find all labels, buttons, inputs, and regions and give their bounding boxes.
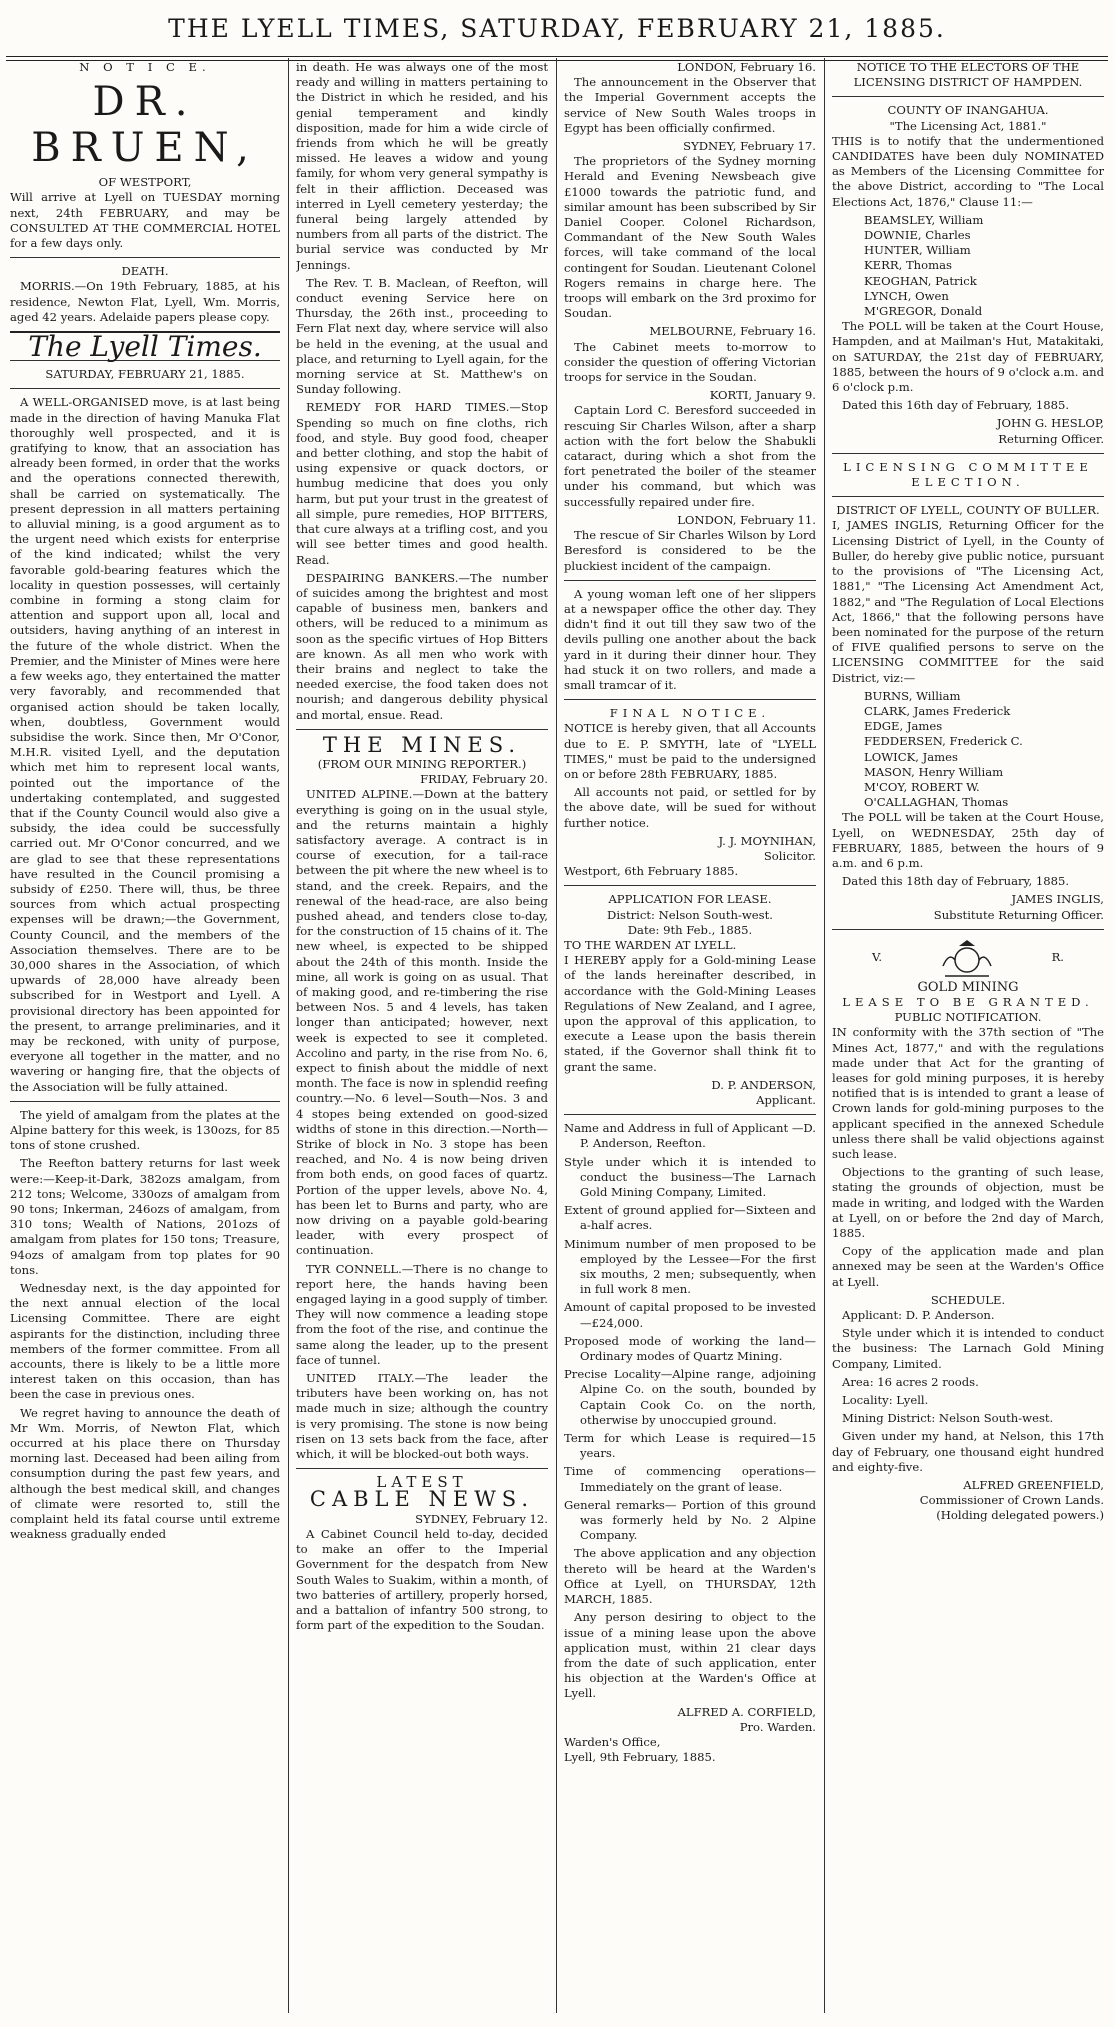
lease-item: Extent of ground applied for—Sixteen and a-half acres. (564, 1203, 816, 1233)
obituary-continued: in death. He was always one of the most ready and willing in matters pertaining to the District in which he resided, and his genial temperament and kindly disposition, made for him a wide circle of friends from which he will be greatly missed. He leaves a widow and young family, for whom very general sympathy is felt in their affliction. Deceased was interred in Lyell cemetery yesterday; the funeral being largely attended by numbers from all parts of the district. The burial service was conducted by Mr Jennings. (296, 60, 548, 272)
divider (296, 1468, 548, 1469)
candidate-name: KERR, Thomas (864, 258, 952, 273)
column-3 (564, 60, 816, 2015)
melbourne-date: MELBOURNE, February 16. (649, 324, 816, 339)
candidate-name: DOWNIE, Charles (864, 228, 971, 243)
london-date-16: LONDON, February 16. (677, 60, 816, 74)
holding-powers: (Holding delegated powers.) (936, 1508, 1104, 1523)
royal-arms-row (832, 936, 1104, 980)
column-2 (296, 60, 548, 2015)
united-italy-report: UNITED ITALY.—The leader the tributers have been working on, has not made much in size; although the country is very promising. The stone is now being risen on 13 sets back from the face, after which, it will be blocked-out both ways. (296, 1371, 548, 1462)
schedule-area: Area: 16 acres 2 roods. (842, 1374, 979, 1389)
masthead: THE LYELL TIMES, SATURDAY, FEBRUARY 21, 1885. (168, 14, 946, 43)
lease-item: Name and Address in full of Applicant —D. P. Anderson, Reefton. (564, 1121, 816, 1151)
candidates-notice: THIS is to notify that the undermentioned CANDIDATES have been duly NOMINATED as Members of the Licensing Committee for the above District, according to "The Local Elections Act, 1876," Clause 11:— (832, 133, 1104, 209)
wardens-office: Warden's Office, (564, 1734, 661, 1749)
poll-hampden: The POLL will be taken at the Court House, Hampden, and at Mailman's Hut, Matakitaki, on SATURDAY, the 21st day of FEBRUARY, 1885, between the hours of 9 o'clock a.m. and 6 o'clock p.m. (832, 319, 1104, 395)
candidate-name: LOWICK, James (864, 749, 958, 764)
candidate-name: EDGE, James (864, 719, 943, 734)
candidate-name: MASON, Henry William (864, 764, 1004, 779)
lease-item: Amount of capital proposed to be invested—£24,000. (564, 1300, 816, 1330)
london-date-11: LONDON, February 11. (677, 512, 816, 527)
candidate-name: CLARK, James Frederick (864, 703, 1011, 718)
pro-warden-title: Pro. Warden. (739, 1719, 816, 1734)
westport-date: Westport, 6th February 1885. (564, 864, 739, 879)
lease-district: District: Nelson South-west. (607, 907, 773, 922)
divider (564, 1114, 816, 1115)
final-notice-text: NOTICE is hereby given, that all Accounts due to E. P. SMYTH, late of "LYELL TIMES," must be paid to the undersigned on or before 28th FEBRUARY, 1885. (564, 721, 816, 781)
korti-date: KORTI, January 9. (709, 388, 816, 403)
public-notification: PUBLIC NOTIFICATION. (894, 1010, 1042, 1025)
london-paragraph: The rescue of Sir Charles Wilson by Lord Beresford is considered to be the pluckiest incident of the campaign. (564, 528, 816, 573)
cabinet-paragraph: A Cabinet Council held to-day, decided to make an offer to the Imperial Government for the despatch from New South Wales to Suakim, within a month, of two batteries of artillery, properly horsed, and a battalion of infantry 500 strong, to form part of the expedition to the Soudan. (296, 1526, 548, 1633)
maclean-paragraph: The Rev. T. B. Maclean, of Reefton, will conduct evening Service here on Thursday, the 26th inst., proceeding to Fern Flat next day, where service will also be held in the evening, at the usual and place, and returning to Lyell again, for the morning service at St. Matthew's on Sunday following. (296, 275, 548, 397)
lease-item: Term for which Lease is required—15 years. (564, 1431, 816, 1461)
objection-paragraph: The above application and any objection thereto will be heard at the Warden's Office at Lyell, on THURSDAY, 12th MARCH, 1885. (564, 1546, 816, 1607)
given-under-hand: Given under my hand, at Nelson, this 17th day of February, one thousand eight hundred and eighty-five. (832, 1429, 1104, 1474)
objections-text: Objections to the granting of such lease, stating the grounds of objection, must be made in writing, and lodged with the Warden at Lyell, on or before the 2nd day of March, 1885. (832, 1165, 1104, 1241)
v-letter: V. (872, 950, 883, 965)
to-warden: TO THE WARDEN AT LYELL. (564, 937, 737, 952)
divider (10, 1101, 280, 1102)
masthead-rule (6, 56, 1108, 57)
paper-title: The Lyell Times. (28, 330, 262, 364)
column-rule (288, 58, 289, 2013)
bankers-advert: DESPAIRING BANKERS.—The number of suicides among the brightest and most capable of business men, bankers and others, will be reduced to a minimum as soon as the specific virtues of Hop Bitters are known. As all men who work with their brains and neglect to take the needed exercise, the food taken does not nourish; and dangerous debility physical and mortal, ensue. Read. (296, 570, 548, 722)
mining-reporter: (FROM OUR MINING REPORTER.) (317, 756, 527, 771)
district-lyell-heading: DISTRICT OF LYELL, COUNTY OF BULLER. (836, 503, 1100, 518)
divider (832, 929, 1104, 930)
divider (564, 699, 816, 700)
substitute-officer-title: Substitute Returning Officer. (933, 907, 1104, 922)
divider (832, 96, 1104, 97)
united-alpine-report: UNITED ALPINE.—Down at the battery everything is going on in the usual style, and the returns maintain a highly satisfactory average. A contract is in course of execution, for a tail-race between the pit where the new wheel is to stand, and the creek. Repairs, and the renewal of the head-race, are also being pushed ahead, and tenders close to-day, for the construction of 15 chains of it. The new wheel, is expected to be shipped about the 24th of this month. Inside the mine, all work is going on as usual. That of making good, and re-timbering the rise between Nos. 5 and 4 levels, has taken longer than anticipated; however, next week is expected to see it completed. Accolino and party, in the rise from No. 6, expect to finish about the middle of next month. The face is now in splendid reefing country.—No. 6 level—South—Nos. 3 and 4 stopes being extended on good-sized widths of stone in this direction.—North—Strike of block in No. 3 stope has been reached, and No. 4 is now being driven from both ends, on good faces of quartz. Portion of the upper levels, above No. 4, has been let to Burns and party, who are now driving on a payable gold-bearing leader, with every prospect of continuation. (296, 787, 548, 1258)
divider (832, 496, 1104, 497)
poll-lyell: The POLL will be taken at the Court House, Lyell, on WEDNESDAY, 25th day of FEBRUARY, 1885, between the hours of 9 a.m. and 6 p.m. (832, 810, 1104, 870)
sydney-date: SYDNEY, February 12. (415, 1511, 548, 1526)
candidate-name: M'COY, ROBERT W. (864, 779, 980, 794)
corfield-signature: ALFRED A. CORFIELD, (677, 1704, 816, 1719)
heslop-signature: JOHN G. HESLOP, (996, 416, 1104, 431)
of-westport: OF WESTPORT, (98, 175, 192, 190)
r-letter: R. (1051, 950, 1064, 965)
dated-hampden: Dated this 16th day of February, 1885. (842, 398, 1070, 413)
candidate-name: HUNTER, William (864, 243, 971, 258)
lease-application-heading: APPLICATION FOR LEASE. (608, 892, 772, 907)
lease-granted-heading: LEASE TO BE GRANTED. (842, 994, 1094, 1009)
divider (564, 580, 816, 581)
cable-news-heading: CABLE NEWS. (309, 1487, 535, 1512)
lyell-candidates (832, 689, 1104, 811)
schedule-heading: SCHEDULE. (930, 1292, 1006, 1307)
proprietors-paragraph: The proprietors of the Sydney morning Herald and Evening Newsbeach give £1000 towards the patriotic fund, and similar amount has been subscribed by Sir Daniel Cooper. Colonel Richardson, Commandant of the New South Wales forces, will take command of the local contingent for Soudan. Lieutenant Colonel Rogers remains in charge here. The troops will embark on the 3rd proximo for Soudan. (564, 154, 816, 321)
melbourne-paragraph: The Cabinet meets to-morrow to consider the question of offering Victorian troops for service in the Soudan. (564, 339, 816, 385)
divider (10, 257, 280, 258)
licensing-committee-heading: LICENSING COMMITTEE ELECTION. (843, 459, 1093, 490)
moynihan-signature: J. J. MOYNIHAN, (718, 833, 816, 848)
returning-officer-title: Returning Officer. (998, 431, 1104, 446)
inglis-signature: JAMES INGLIS, (1011, 892, 1104, 907)
sydney-date-17: SYDNEY, February 17. (683, 139, 816, 154)
mines-date: FRIDAY, February 20. (420, 772, 548, 787)
dateline: SATURDAY, FEBRUARY 21, 1885. (45, 367, 245, 382)
lease-item: Proposed mode of working the land—Ordinary modes of Quartz Mining. (564, 1333, 816, 1364)
column-rule (556, 58, 557, 2013)
dated-lyell: Dated this 18th day of February, 1885. (842, 874, 1070, 889)
lease-item: Precise Locality—Alpine range, adjoining Alpine Co. on the south, bounded by Captain Cook Co. on the north, otherwise by unoccupied ground. (564, 1367, 816, 1427)
candidate-name: FEDDERSEN, Frederick C. (864, 734, 1023, 749)
lease-item: Time of commencing operations—Immediately on the grant of lease. (564, 1464, 816, 1494)
hard-times-advert: REMEDY FOR HARD TIMES.—Stop Spending so much on fine cloths, rich food, and style. Buy good food, cheaper and better clothing, and stop the habit of using expensive or quack doctors, or humbug medicine that does you only harm, but put your trust in the greatest of all simple, pure remedies, HOP BITTERS, that cure always at a trifling cost, and you will see better times and good health. Read. (296, 400, 548, 567)
inglis-notice: I, JAMES INGLIS, Returning Officer for the Licensing District of Lyell, in the County of Buller, do hereby give public notice, pursuant to the provisions of "The Licensing Act, 1881," "The Licensing Act Amendment Act, 1882," and "The Regulation of Local Elections Act, 1866," that the following persons have been nominated for the purpose of the return of FIVE qualified persons to serve on the LICENSING COMMITTEE for the said District, viz:— (832, 518, 1104, 685)
schedule-applicant: Applicant: D. P. Anderson. (842, 1308, 995, 1323)
applicant-title: Applicant. (756, 1093, 816, 1107)
licensing-act: "The Licensing Act, 1881." (889, 118, 1047, 133)
latest-heading: LATEST (376, 1473, 468, 1492)
column-4 (832, 60, 1104, 2015)
candidate-name: KEOGHAN, Patrick (864, 273, 977, 288)
schedule-style: Style under which it is intended to conduct the business: The Larnach Gold Mining Company, Limited. (832, 1326, 1104, 1371)
greenfield-signature: ALFRED GREENFIELD, (963, 1478, 1104, 1493)
candidate-name: M'GREGOR, Donald (864, 304, 983, 319)
commissioner-title: Commissioner of Crown Lands. (919, 1493, 1104, 1508)
schedule-district: Mining District: Nelson South-west. (842, 1411, 1054, 1426)
column-1 (10, 60, 280, 2015)
divider (832, 453, 1104, 454)
schedule-locality: Locality: Lyell. (842, 1393, 929, 1408)
candidate-name: O'CALLAGHAN, Thomas (864, 795, 1009, 810)
solicitor-title: Solicitor. (763, 848, 816, 863)
lease-date: Date: 9th Feb., 1885. (627, 922, 753, 937)
county-heading: COUNTY OF INANGAHUA. (887, 103, 1049, 118)
bruen-notice: Will arrive at Lyell on TUESDAY morning next, 24th FEBRUARY, and may be CONSULTED AT THE COMMERCIAL HOTEL for a few days only. (10, 190, 280, 251)
anderson-signature: D. P. ANDERSON, (711, 1077, 816, 1092)
gold-mining-heading: GOLD MINING (917, 979, 1019, 995)
divider (564, 885, 816, 886)
lyell-date: Lyell, 9th February, 1885. (564, 1750, 716, 1765)
electors-notice-heading: NOTICE TO THE ELECTORS OF THE LICENSING DISTRICT OF HAMPDEN. (853, 60, 1083, 90)
royal-crest-icon (937, 936, 997, 980)
conformity-text: IN conformity with the 37th section of "The Mines Act, 1877," and with the regulations made under that Act for the granting of leases for gold mining purposes, it is hereby notified that is is intended to grant a lease of Crown lands for gold-mining purposes to the applicant specified in the annexed Schedule unless there shall be valid objections against such lease. (832, 1025, 1104, 1161)
final-notice-heading: FINAL NOTICE. (609, 706, 771, 721)
column-rule (824, 58, 825, 2013)
dr-bruen-heading: DR. BRUEN, (31, 79, 259, 172)
candidate-name: BEAMSLEY, William (864, 212, 984, 227)
candidate-name: LYNCH, Owen (864, 288, 949, 303)
candidate-name: BURNS, William (864, 688, 961, 703)
korti-paragraph: Captain Lord C. Beresford succeeded in rescuing Sir Charles Wilson, after a sharp action with the fort below the Shabukli cataract, during which a shot from the fort penetrated the boiler of the steamer under his command, but which was successfully repaired under fire. (564, 403, 816, 509)
lease-item: Minimum number of men proposed to be employed by the Lessee—For the first six mouths, 2 men; subsequently, when in full work 8 men. (564, 1236, 816, 1297)
notice-heading: N O T I C E. (79, 60, 211, 74)
death-heading: DEATH. (121, 264, 169, 279)
tyr-connell-report: TYR CONNELL.—There is no change to report here, the hands having been engaged laying in a good supply of timber. They will now commence a leading stope from the foot of the rise, and continue the same along the leader, up to the present face of tunnel. (296, 1261, 548, 1367)
mines-heading: THE MINES. (322, 732, 522, 757)
alpine-yield-paragraph: The yield of amalgam from the plates at the Alpine battery for this week, is 130ozs, for 85 tons of stone crushed. (10, 1107, 280, 1153)
divider (10, 388, 280, 389)
divider (296, 729, 548, 730)
any-person-paragraph: Any person desiring to object to the issue of a mining lease upon the above application must, within 21 clear days from the date of such application, enter his objection at the Warden's Office at Lyell. (564, 1610, 816, 1701)
lease-item: Style under which it is intended to conduct the business—The Larnach Gold Mining Company, Limited. (564, 1154, 816, 1200)
leader-article: A WELL-ORGANISED move, is at last being made in the direction of having Manuka Flat thoroughly well prospected, and it is gratifying to know, that an association has already been formed, in order that the works and the operations connected therewith, shall be carried on systematically. The present depression in all matters pertaining to alluvial mining, is a good argument as to the urgent need which exists for enterprise of the kind indicated; whilst the very favorable gold-bearing features which the locality in question possesses, will certainly combine in forming a stong claim for attention and support upon all, local and outsiders, having anything of an interest in the future of the whole district. When the Premier, and the Minister of Mines were here a few weeks ago, they entertained the matter very favorably, and recommended that organised action should be taken locally, when, doubtless, Government would subsidise the work. Since then, Mr O'Conor, M.H.R. visited Lyell, and the deputation which met him to represent local wants, pointed out the importance of the undertaking contemplated, and suggested that if the County Council would also give a subsidy, the idea could be successfully carried out. Mr O'Conor concurred, and we are glad to see that these representations have resulted in the Council promising a subsidy of £250. There will, thus, be three sources from which actual prospecting expenses will be drawn;—the Government, County Council, and the members of the Association themselves. There are to be 30,000 shares in the Association, of which upwards of 28,000 have already been subscribed for in Westport and Lyell. A provisional directory has been appointed for the present, to arrange preliminaries, and it may be reckoned, with unity of purpose, everyone all together in the matter, and no wavering or hanging fire, that the objects of the Association will be fully attained. (10, 395, 280, 1094)
lease-application-text: I HEREBY apply for a Gold-mining Lease of the lands hereinafter described, in accordance with the Gold-Mining Leases Regulations of New Zealand, and I agree, upon the approval of this application, to execute a Lease upon the basis therein stated, if the Governor shall think fit to grant the same. (564, 953, 816, 1074)
reefton-returns-paragraph: The Reefton battery returns for last week were:—Keep-it-Dark, 382ozs amalgam, from 212 tons; Welcome, 330ozs of amalgam from 90 tons; Inkerman, 246ozs of amalgam, from 310 tons; Wealth of Nations, 201ozs of amalgam from plates for 150 tons; Treasure, 94ozs of amalgam from top plates for 90 tons. (10, 1156, 280, 1277)
morris-obituary-paragraph: We regret having to announce the death of Mr Wm. Morris, of Newton Flat, which occurred at his place there on Thursday morning last. Deceased had been ailing from consumption during the past few years, and although the best medical skill, and changes of climate were resorted to, still the complaint held its fatal course until extreme weakness gradually ended (10, 1405, 280, 1542)
slippers-paragraph: A young woman left one of her slippers at a newspaper office the other day. They didn't find it out till they saw two of the devils pulling one another about the back yard in it during their dinner hour. They had stuck it on two rollers, and made a small tramcar of it. (564, 586, 816, 692)
lease-item: General remarks— Portion of this ground was formerly held by No. 2 Alpine Company. (564, 1497, 816, 1543)
death-notice: MORRIS.—On 19th February, 1885, at his residence, Newton Flat, Lyell, Wm. Morris, aged 42 years. Adelaide papers please copy. (10, 279, 280, 324)
copy-text: Copy of the application made and plan annexed may be seen at the Warden's Office at Lyell. (832, 1244, 1104, 1289)
observer-paragraph: The announcement in the Observer that the Imperial Government accepts the service of New South Wales troops in Egypt has been officially confirmed. (564, 75, 816, 135)
final-notice-text-2: All accounts not paid, or settled for by the above date, will be sued for without further notice. (564, 785, 816, 830)
licensing-election-paragraph: Wednesday next, is the day appointed for the next annual election of the local Licensing Committee. There are eight aspirants for the distinction, including three members of the former committee. From all accounts, there is likely to be a little more interest taken on this occasion, than has been the case in previous ones. (10, 1281, 280, 1402)
hampden-candidates (832, 213, 1104, 319)
